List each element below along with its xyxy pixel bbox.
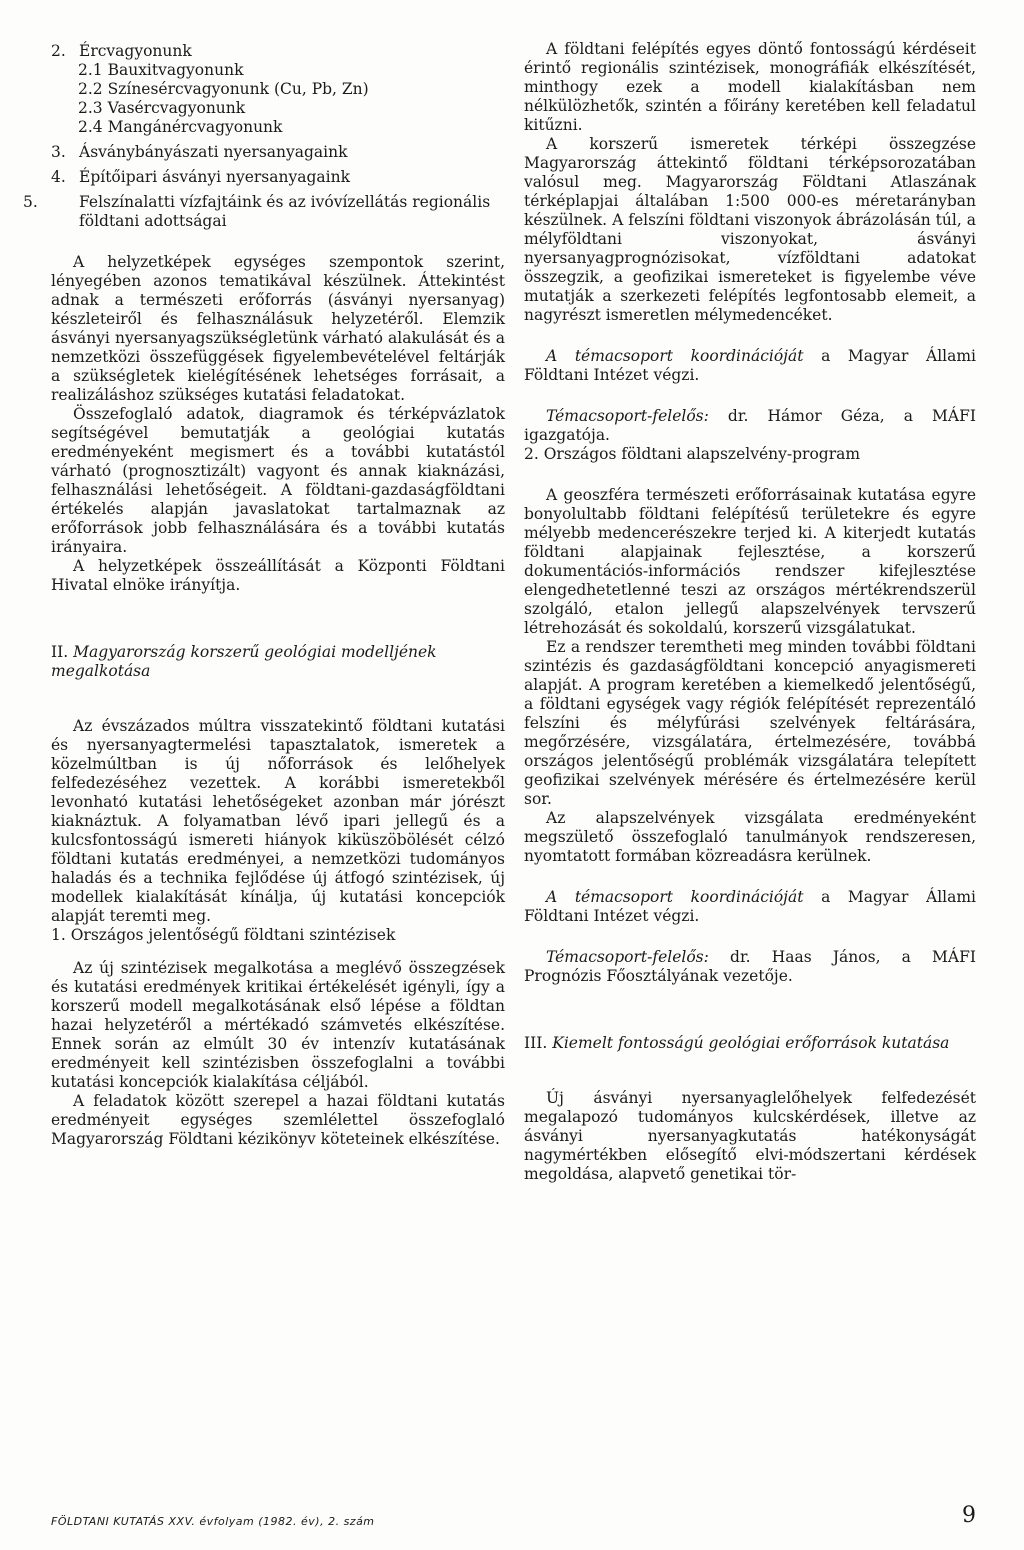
page-number: 9 [962, 1503, 976, 1528]
paragraph: Összefoglaló adatok, diagramok és térképvázlatok segítségével bemutatják a geológiai kutatás eredményeként megismert és a további kutatástól várható (prognosztizált) vagyont és annak kiaknázási, felhasználási lehetőségeit. A földtani-gazdaságföldtani értékelés alapján javaslatokat tartalmaznak az erőforrások jobb felhasználására és a további kutatás irányaira. [51, 405, 505, 556]
paragraph: Ez a rendszer teremtheti meg minden további földtani szintézis és gazdaságföldtani koncepció anyagismereti alapját. A program keretében a kiemelkedő jelentőségű, a földtani egységek vagy régiók felépítését reprezentáló felszíni és mélyfúrási szelvények feltárására, megőrzésére, vizsgálatára, értelmezésére, továbbá országos jelentőségű problémák vizsgálatára telepített geofizikai szelvények mérésére és értelmezésére kerül sor. [524, 638, 976, 808]
responsible-note: Témacsoport-felelős: dr. Haas János, a MÁFI Prognózis Főosztályának vezetője. [524, 948, 976, 985]
paragraph: A korszerű ismeretek térképi összegzése Magyarország áttekintő földtani térképsorozatában valósul meg. Magyarország Földtani Atlaszának térképlapjai általában 1:500 000-es méretarányban készülnek. A felszíni földtani viszonyok ábrázolásán túl, a mélyföldtani viszonyokat, ásványi nyersanyagprognózisokat, vízföldtani adatokat összegzik, a geofizikai ismereteket is figyelembe véve mutatják a szerkezeti felépítés legfontosabb elemeit, a nagyrészt ismeretlen mélymedencéket. [524, 135, 976, 324]
list-item: 4. Építőipari ásványi nyersanyagaink [51, 168, 350, 186]
section-heading: III. Kiemelt fontosságú geológiai erőforrások kutatása [524, 1034, 950, 1052]
paragraph: Az évszázados múltra visszatekintő földtani kutatási és nyersanyagtermelési tapasztalatok, ismeretek a közelmúltban is új nőforrások és lelőhelyek felfedezéséhez vezettek. A korábbi ismeretekből levonható kutatási lehetőségeket azonban már jórészt kiaknáztuk. A folyamatban lévő ipari jellegű és a kulcsfontosságú ismereti hiányok kiküszöbölését célzó földtani kutatás eredményei, a nemzetközi tudományos haladás és a technika fejlődése új átfogó szintézisek, új modellek kialakítását kínálja, új kutatási koncepciók alapját teremti meg. [51, 717, 505, 925]
paragraph: Új ásványi nyersanyaglelőhelyek felfedezését megalapozó tudományos kulcskérdések, illetve az ásványi nyersanyagkutatás hatékonyságát nagymértékben elősegítő elvi-módszertani kérdések megoldása, alapvető genetikai tör- [524, 1089, 976, 1183]
paragraph: Az új szintézisek megalkotása a meglévő összegzések és kutatási eredmények kritikai értékelését igényli, így a korszerű modell megalkotásának első lépése a földtan hazai helyzetéről a mértékadó számvetés elkészítése. Ennek során az elmúlt 30 év intenzív kutatásának eredményeit kell szintézisben összefoglalni a további kutatási koncepciók kialakítása céljából. [51, 959, 505, 1091]
section-heading: II. Magyarország korszerű geológiai modelljének megalkotása [51, 643, 437, 680]
subsection-heading: 1. Országos jelentőségű földtani szintézisek [51, 926, 396, 944]
list-item: 2.4 Mangánércvagyonunk [78, 118, 283, 136]
paragraph: A feladatok között szerepel a hazai földtani kutatás eredményeit egységes szemlélettel összefoglaló Magyarország Földtani kézikönyv köteteinek elkészítése. [51, 1092, 505, 1148]
topic-list [23, 42, 505, 231]
list-item: 2.1 Bauxitvagyonunk [78, 61, 244, 79]
list-item: 2.2 Színesércvagyonunk (Cu, Pb, Zn) [78, 80, 369, 98]
list-item: 2.3 Vasércvagyonunk [78, 99, 246, 117]
subsection-heading: 2. Országos földtani alapszelvény-program [524, 445, 861, 463]
running-footer: FÖLDTANI KUTATÁS XXV. évfolyam (1982. év), 2. szám [51, 1515, 375, 1528]
paragraph: A helyzetképek egységes szempontok szerint, lényegében azonos tematikával készülnek. Áttekintést adnak a természeti erőforrás (ásványi nyersanyag) készleteiről és felhasználásuk helyzetéről. Elemzik ásványi nyersanyagszükségletünk várható alakulását és a nemzetközi összefüggések figyelembevételével feltárják a szükségletek kielégítésének lehetséges forrásait, a realizáláshoz szükséges kutatási feladatokat. [51, 253, 505, 404]
responsible-note: Témacsoport-felelős: dr. Hámor Géza, a MÁFI igazgatója. [524, 407, 976, 444]
list-item: 5. Felszínalatti vízfajtáink és az ivóvízellátás regionális földtani adottságai [23, 193, 491, 230]
left-column [23, 40, 505, 1149]
paragraph: A helyzetképek összeállítását a Központi Földtani Hivatal elnöke irányítja. [51, 557, 505, 594]
coordination-note: A témacsoport koordinációját a Magyar Állami Földtani Intézet végzi. [524, 888, 977, 925]
list-item: 3. Ásványbányászati nyersanyagaink [51, 143, 348, 161]
right-column [524, 40, 976, 1184]
coordination-note: A témacsoport koordinációját a Magyar Állami Földtani Intézet végzi. [524, 347, 977, 384]
list-item: 2. Ércvagyonunk [51, 42, 192, 60]
paragraph: A geoszféra természeti erőforrásainak kutatása egyre bonyolultabb földtani felépítésű területekre és egyre mélyebb medencerészekre terjed ki. A kiterjedt kutatás földtani alapjainak fejlesztése, a korszerű dokumentációs-információs rendszer kifejlesztése elengedhetetlenné teszi az országos mértékrendszerül szolgáló, etalon jellegű alapszelvények tervszerű létrehozását és sokoldalú, korszerű vizsgálatukat. [524, 486, 976, 637]
paragraph: Az alapszelvények vizsgálata eredményeként megszülető összefoglaló tanulmányok rendszeresen, nyomtatott formában közreadásra kerülnek. [524, 809, 976, 865]
paragraph: A földtani felépítés egyes döntő fontosságú kérdéseit érintő regionális szintézisek, monográfiák elkészítését, minthogy ezek a modell kialakításban nem nélkülözhetők, szintén a főirány keretében kell feladatul kitűzni. [524, 40, 976, 134]
